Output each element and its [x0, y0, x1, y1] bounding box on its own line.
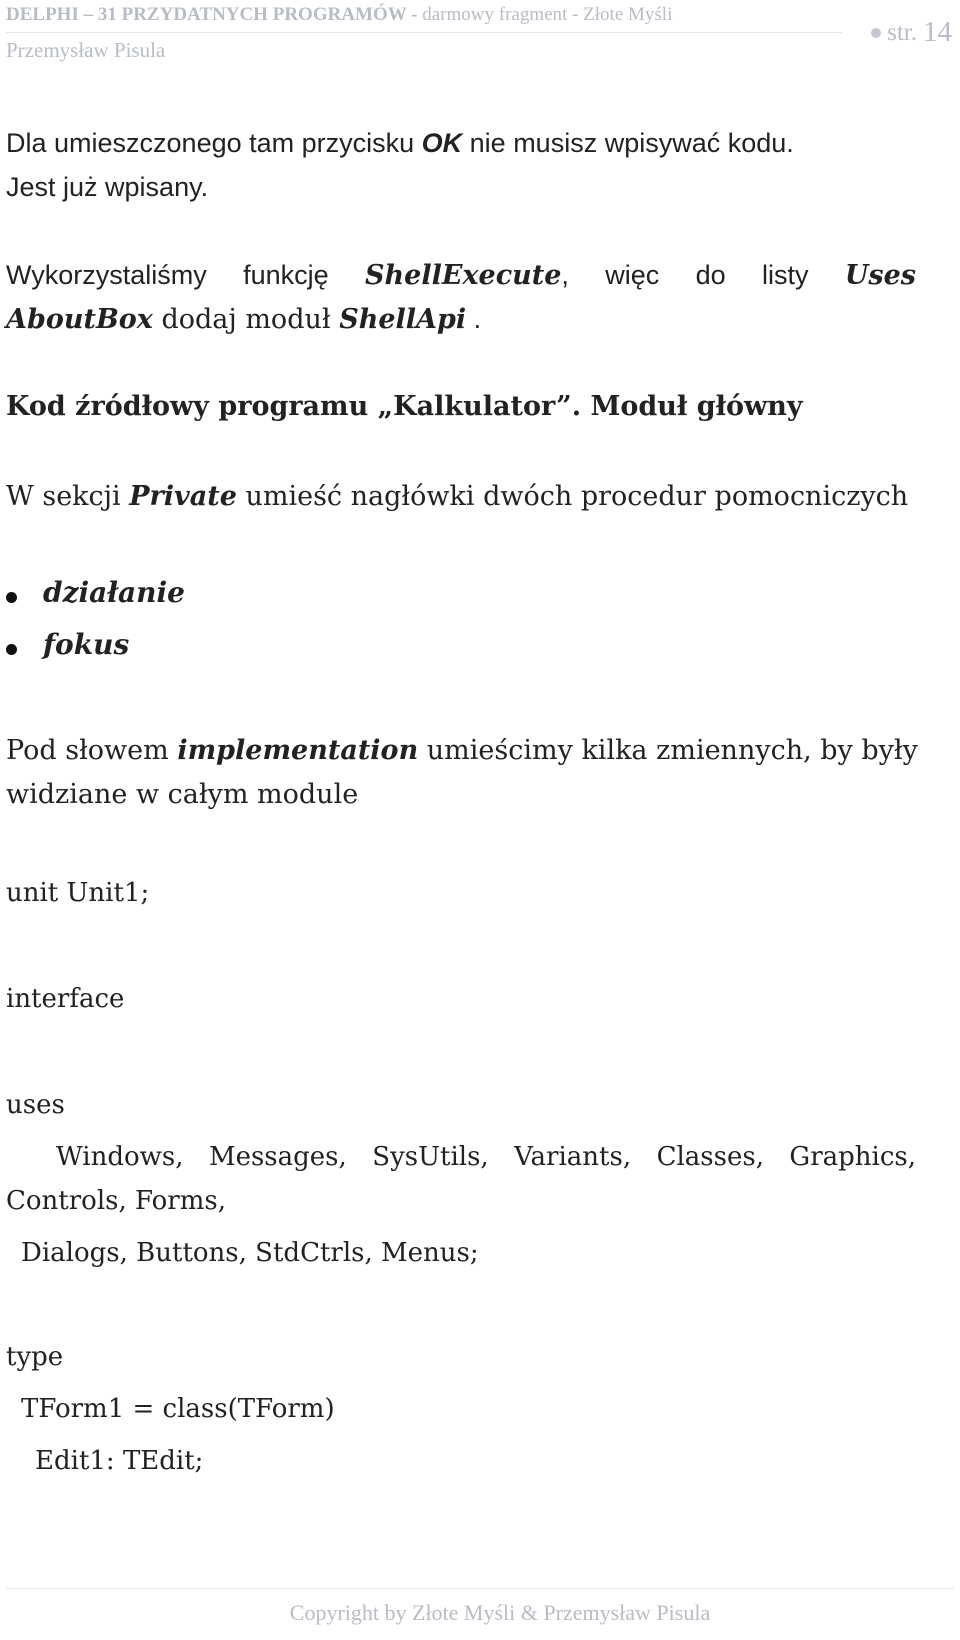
text-run: nie musisz wpisywać kodu. [462, 128, 794, 158]
code-line-tform: TForm1 = class(TForm) [21, 1394, 335, 1424]
code-line-interface: interface [6, 984, 125, 1014]
page-prefix: str. [887, 18, 917, 46]
code-line-uses-list-1: Windows, Messages, SysUtils, Variants, Classes, Graphics, [56, 1142, 916, 1172]
text-run: umieść nagłówki dwóch procedur pomocniczych [236, 481, 909, 512]
header-author: Przemysław Pisula [6, 38, 166, 62]
code-line-type: type [6, 1342, 64, 1372]
code-line-edit: Edit1: TEdit; [35, 1446, 204, 1476]
page-header [6, 2, 954, 68]
text-run: . [466, 304, 482, 334]
section-heading: Kod źródłowy programu „Kalkulator”. Moduł główny [6, 391, 803, 422]
code-line-uses: uses [6, 1090, 65, 1120]
header-title-bold: DELPHI – 31 PRZYDATNYCH PROGRAMÓW - [6, 4, 418, 25]
footer-divider [6, 1588, 954, 1589]
paragraph-shellexecute [6, 252, 916, 299]
keyword-implementation: implementation [177, 735, 419, 766]
text-run: Pod słowem [6, 735, 178, 766]
bullet-icon [6, 592, 17, 603]
bullet-dot-icon [871, 28, 881, 38]
keyword-ok: OK [421, 128, 463, 158]
code-line-uses-list-3: Dialogs, Buttons, StdCtrls, Menus; [21, 1238, 479, 1268]
keyword-private: Private [129, 481, 237, 512]
page-number [871, 16, 952, 49]
code-line-unit: unit Unit1; [6, 878, 150, 908]
text-run: umieścimy kilka zmiennych, by były [418, 735, 918, 766]
text-run: dodaj moduł [152, 304, 340, 335]
paragraph-implementation-line2: widziane w całym module [6, 779, 359, 810]
text-run: , więc do listy [561, 260, 845, 290]
paragraph-shellexecute-line2 [6, 296, 956, 343]
paragraph-ok-button-line2: Jest już wpisany. [6, 172, 209, 202]
list-item-label: fokus [43, 628, 130, 661]
list-item [6, 628, 129, 661]
footer-copyright: Copyright by Złote Myśli & Przemysław Pisula [289, 1600, 711, 1625]
header-title-rest: darmowy fragment - Złote Myśli [417, 4, 673, 25]
keyword-aboutbox: AboutBox [6, 304, 153, 335]
code-line-uses-list-2: Controls, Forms, [6, 1186, 226, 1216]
keyword-shellapi: ShellApi [339, 304, 467, 335]
text-run: Dla umieszczonego tam przycisku [6, 128, 422, 158]
paragraph-private [6, 474, 956, 520]
keyword-shellexecute: ShellExecute [365, 260, 562, 291]
text-run: W sekcji [6, 481, 130, 512]
paragraph-implementation [6, 728, 956, 774]
header-title [6, 4, 672, 26]
page-number-value: 14 [923, 16, 952, 48]
keyword-uses: Uses [844, 260, 916, 291]
text-run: Wykorzystaliśmy funkcję [6, 260, 366, 290]
header-divider [6, 32, 842, 33]
paragraph-ok-button [6, 120, 956, 166]
bullet-icon [6, 644, 17, 655]
list-item-label: działanie [43, 576, 185, 609]
list-item [6, 576, 185, 609]
